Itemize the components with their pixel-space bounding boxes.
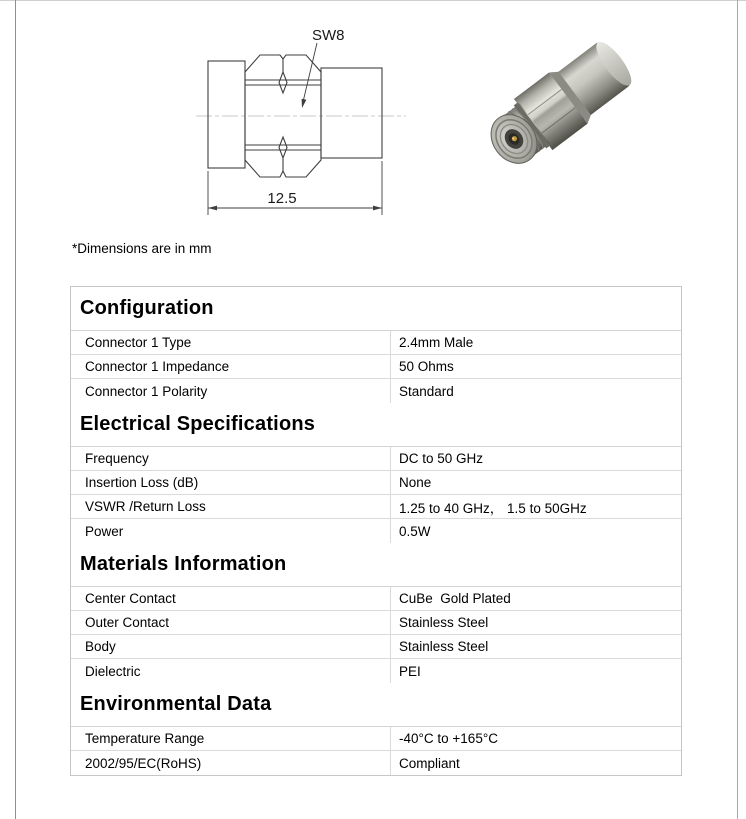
spec-label: Power <box>71 519 391 543</box>
spec-value: 0.5W <box>399 523 431 539</box>
page-right-border <box>737 0 738 819</box>
table-row <box>71 495 681 519</box>
spec-value: -40°C to +165°C <box>399 731 498 746</box>
spec-label: Temperature Range <box>71 727 391 750</box>
section-configuration <box>71 287 681 403</box>
spec-value: DC to 50 GHz <box>399 451 484 466</box>
page-left-border <box>15 0 16 819</box>
table-row <box>71 355 681 379</box>
page-top-border <box>0 0 746 1</box>
spec-value: 2.4mm Male <box>399 335 474 350</box>
table-row <box>71 659 681 683</box>
table-row <box>71 379 681 403</box>
spec-table <box>70 286 682 776</box>
section-electrical-specifications <box>71 403 681 543</box>
table-row <box>71 611 681 635</box>
section-environmental-data <box>71 683 681 775</box>
spec-value: 1.25 to 40 GHz， 1.5 to 50GHz <box>399 500 587 516</box>
product-photo <box>462 42 657 212</box>
drawing-right-body <box>321 68 382 158</box>
spec-value: Compliant <box>399 755 460 771</box>
spec-value: 50 Ohms <box>399 359 454 374</box>
spec-label: Outer Contact <box>71 611 391 634</box>
section-materials-information <box>71 543 681 683</box>
dimension-label: 12.5 <box>267 190 297 207</box>
spec-value: Stainless Steel <box>399 639 489 654</box>
spec-label: Insertion Loss (dB) <box>71 471 391 494</box>
spec-value: CuBe Gold Plated <box>399 591 511 606</box>
table-row <box>71 635 681 659</box>
table-row <box>71 587 681 611</box>
table-row <box>71 471 681 495</box>
spec-label: VSWR /Return Loss <box>71 495 391 518</box>
section-heading-materials-information: Materials Information <box>71 543 681 587</box>
table-row <box>71 727 681 751</box>
dimensions-note: *Dimensions are in mm <box>72 241 212 256</box>
spec-label: Frequency <box>71 447 391 470</box>
section-heading-environmental-data: Environmental Data <box>71 683 681 727</box>
spec-label: Connector 1 Impedance <box>71 355 391 378</box>
table-row <box>71 447 681 471</box>
section-heading-electrical-specifications: Electrical Specifications <box>71 403 681 447</box>
table-row <box>71 751 681 775</box>
spec-label: Dielectric <box>71 659 391 683</box>
callout-label: SW8 <box>312 27 345 44</box>
spec-label: 2002/95/EC(RoHS) <box>71 751 391 775</box>
spec-label: Body <box>71 635 391 658</box>
spec-label: Center Contact <box>71 587 391 610</box>
spec-label: Connector 1 Polarity <box>71 379 391 403</box>
table-row <box>71 331 681 355</box>
spec-label: Connector 1 Type <box>71 331 391 354</box>
spec-value: None <box>399 475 432 490</box>
technical-drawing <box>190 10 430 225</box>
section-heading-configuration: Configuration <box>71 287 681 331</box>
spec-value: Stainless Steel <box>399 615 489 630</box>
spec-value: PEI <box>399 663 421 679</box>
drawing-left-barrel <box>208 61 245 168</box>
drawing-callout-leader <box>303 43 318 104</box>
table-row <box>71 519 681 543</box>
spec-value: Standard <box>399 383 454 399</box>
